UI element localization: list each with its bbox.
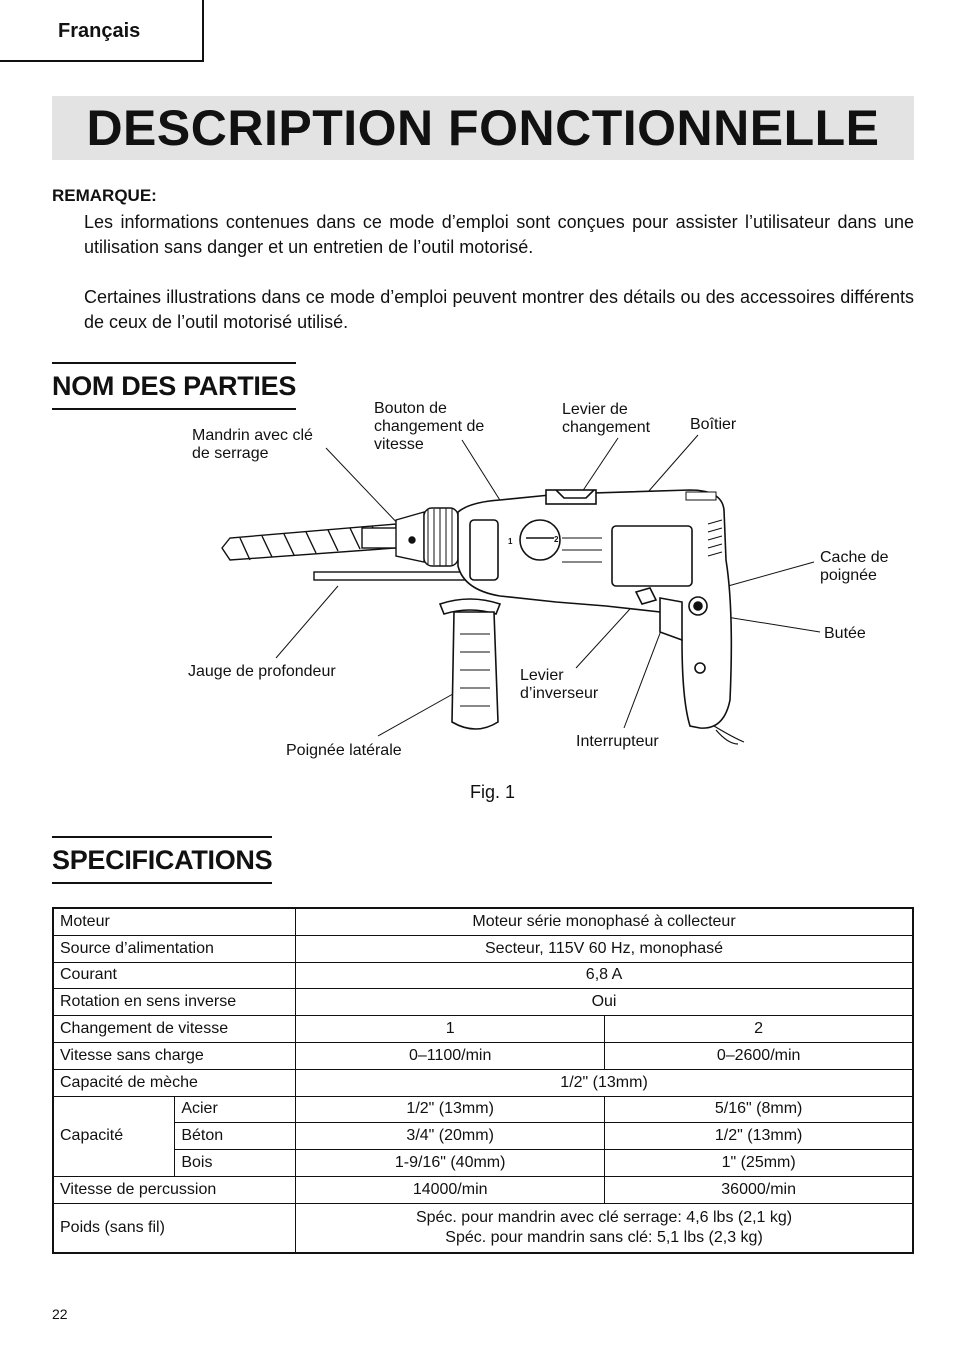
spec-value: 0–1100/min <box>296 1042 605 1069</box>
spec-value: 1-9/16" (40mm) <box>296 1150 605 1177</box>
spec-value: 1/2" (13mm) <box>296 1096 605 1123</box>
specifications-table <box>52 907 914 1254</box>
table-row <box>53 1096 913 1123</box>
label-reverse-lever-2: d’inverseur <box>520 685 599 702</box>
table-row <box>53 1042 913 1069</box>
side-handle <box>440 599 500 729</box>
page-number: 22 <box>52 1306 68 1322</box>
spec-sublabel: Bois <box>175 1150 296 1177</box>
figure-caption: Fig. 1 <box>470 782 516 802</box>
label-handle-cover-2: poignée <box>820 567 877 584</box>
label-side-handle: Poignée latérale <box>286 742 402 759</box>
spec-label: Vitesse de percussion <box>53 1176 296 1203</box>
label-speed-button-2: changement de <box>374 418 485 435</box>
label-change-lever: Levier de <box>562 401 628 418</box>
table-row <box>53 908 913 935</box>
label-chuck-2: de serrage <box>192 445 269 462</box>
spec-value: 3/4" (20mm) <box>296 1123 605 1150</box>
spec-label: Courant <box>53 962 296 989</box>
spec-label: Poids (sans fil) <box>53 1203 296 1253</box>
table-row <box>53 1123 913 1150</box>
label-reverse-lever: Levier <box>520 667 564 684</box>
note-label: REMARQUE: <box>52 186 157 205</box>
title-band <box>52 96 914 160</box>
drill-figure <box>0 390 954 780</box>
table-row <box>53 1150 913 1177</box>
table-row <box>53 935 913 962</box>
spec-label: Capacité de mèche <box>53 1069 296 1096</box>
dial-mark-1: 1 <box>508 537 513 546</box>
label-handle-cover: Cache de <box>820 549 889 566</box>
spec-label: Moteur <box>53 908 296 935</box>
page-title: DESCRIPTION FONCTIONNELLE <box>86 100 880 156</box>
note-paragraph-2: Certaines illustrations dans ce mode d’emploi peuvent montrer des détails ou des accessoires différents de ceux de l’outil motorisé utilisé. <box>84 287 914 332</box>
weight-line-2: Spéc. pour mandrin sans clé: 5,1 lbs (2,3 kg) <box>445 1228 763 1246</box>
label-housing: Boîtier <box>690 416 737 433</box>
label-stopper: Butée <box>824 625 866 642</box>
table-row <box>53 989 913 1016</box>
drill-body <box>458 490 744 744</box>
table-row <box>53 1069 913 1096</box>
spec-value: 1/2" (13mm) <box>296 1069 913 1096</box>
spec-value: 14000/min <box>296 1176 605 1203</box>
label-chuck: Mandrin avec clé <box>192 427 313 444</box>
spec-value <box>296 1203 913 1253</box>
language-tab: Français <box>0 0 204 62</box>
table-row <box>53 1016 913 1043</box>
label-speed-button: Bouton de <box>374 400 447 417</box>
specs-heading: SPECIFICATIONS <box>52 836 272 884</box>
table-row <box>53 962 913 989</box>
label-change-lever-2: changement <box>562 419 651 436</box>
spec-value: 1 <box>296 1016 605 1043</box>
chuck <box>396 508 458 566</box>
spec-label: Capacité <box>53 1096 175 1176</box>
spec-sublabel: Acier <box>175 1096 296 1123</box>
spec-value: Secteur, 115V 60 Hz, monophasé <box>296 935 913 962</box>
spec-value: 6,8 A <box>296 962 913 989</box>
spec-label: Vitesse sans charge <box>53 1042 296 1069</box>
spec-value: Moteur série monophasé à collecteur <box>296 908 913 935</box>
spec-value: 1" (25mm) <box>605 1150 913 1177</box>
spec-sublabel: Béton <box>175 1123 296 1150</box>
spec-value: 0–2600/min <box>605 1042 913 1069</box>
label-depth-gauge: Jauge de profondeur <box>188 663 336 680</box>
table-row <box>53 1176 913 1203</box>
spec-label: Changement de vitesse <box>53 1016 296 1043</box>
spec-label: Source d’alimentation <box>53 935 296 962</box>
spec-value: 1/2" (13mm) <box>605 1123 913 1150</box>
label-switch: Interrupteur <box>576 733 659 750</box>
spec-value: 36000/min <box>605 1176 913 1203</box>
spec-value: Oui <box>296 989 913 1016</box>
table-row <box>53 1203 913 1253</box>
spec-label: Rotation en sens inverse <box>53 989 296 1016</box>
weight-line-1: Spéc. pour mandrin avec clé serrage: 4,6 lbs (2,1 kg) <box>415 1208 793 1226</box>
dial-mark-2: 2 <box>554 535 559 544</box>
note-paragraph-1: Les informations contenues dans ce mode d’emploi sont conçues pour assister l’utilisateur dans une utilisation sans danger et un entretien de l’outil motorisé. <box>84 212 914 257</box>
drill-bit <box>222 524 398 560</box>
parts-heading: NOM DES PARTIES <box>52 362 296 410</box>
spec-value: 5/16" (8mm) <box>605 1096 913 1123</box>
spec-value: 2 <box>605 1016 913 1043</box>
label-speed-button-3: vitesse <box>374 436 424 453</box>
